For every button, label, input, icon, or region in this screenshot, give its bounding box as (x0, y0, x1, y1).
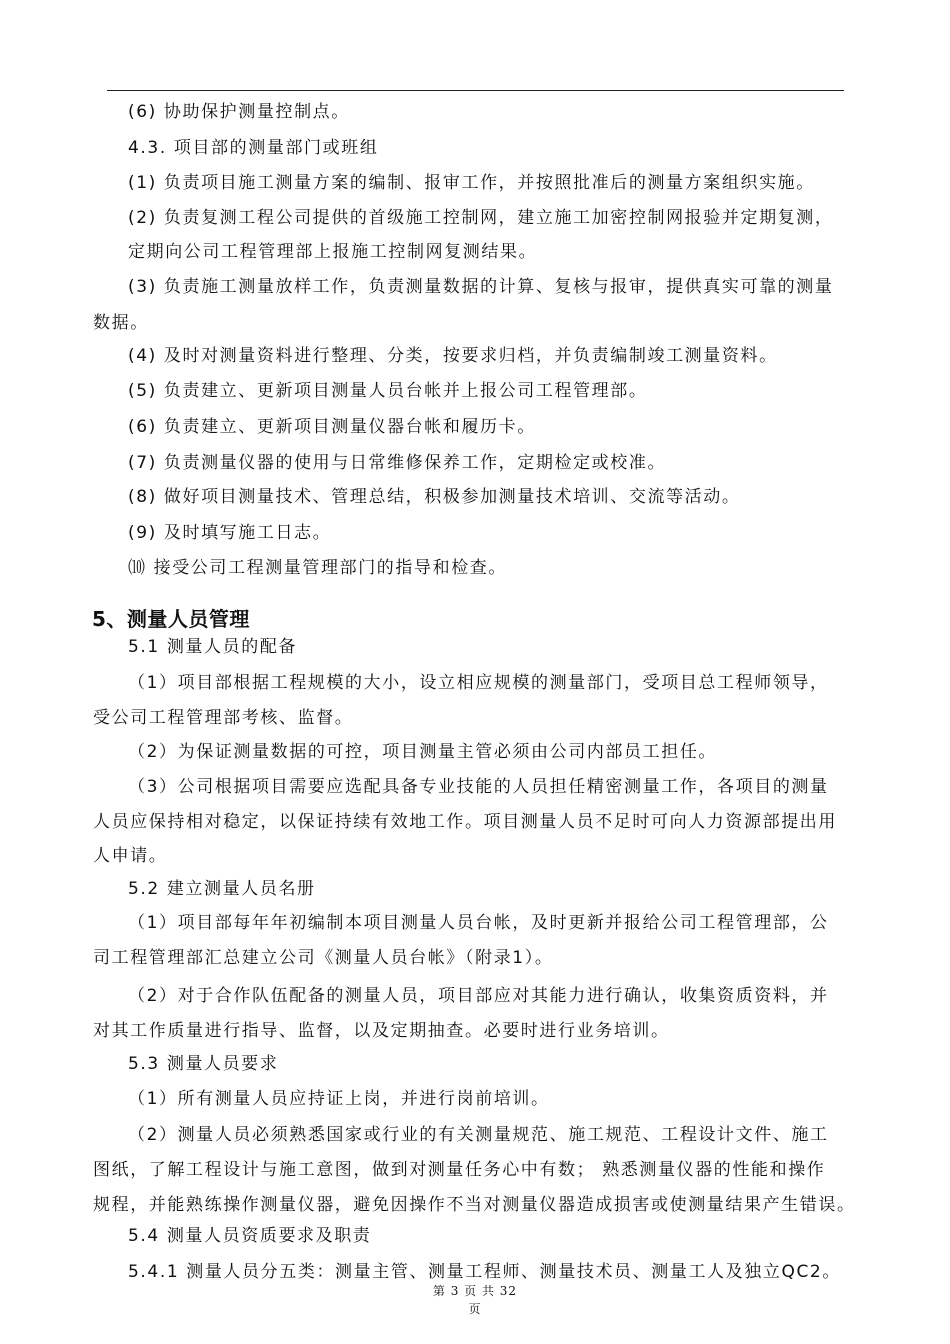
subsection-title: 4.3. 项目部的测量部门或班组 (128, 138, 379, 158)
header-rule (107, 90, 844, 91)
text-line: 数据。 (93, 313, 149, 333)
text-line: 司工程管理部汇总建立公司《测量人员台帐》（附录1）。 (93, 948, 554, 968)
text-line: （2）对于合作队伍配备的测量人员，项目部应对其能力进行确认，收集资质资料，并 (128, 986, 829, 1006)
text-line: 受公司工程管理部考核、监督。 (93, 708, 354, 728)
text-line: （2）为保证测量数据的可控，项目测量主管必须由公司内部员工担任。 (128, 742, 718, 762)
text-line: (9) 及时填写施工日志。 (128, 523, 332, 543)
text-line: 图纸，了解工程设计与施工意图，做到对测量任务心中有数； 熟悉测量仪器的性能和操作 (93, 1160, 826, 1180)
text-line: (4) 及时对测量资料进行整理、分类，按要求归档，并负责编制竣工测量资料。 (128, 346, 778, 366)
text-line: (7) 负责测量仪器的使用与日常维修保养工作，定期检定或校准。 (128, 453, 667, 473)
subsection-title: 5.4 测量人员资质要求及职责 (128, 1226, 372, 1246)
subsection-title: 5.3 测量人员要求 (128, 1054, 279, 1074)
page-number: 第 3 页 共 32 (432, 1284, 518, 1298)
text-line: （1）所有测量人员应持证上岗，并进行岗前培训。 (128, 1089, 550, 1109)
text-line: 5.4.1 测量人员分五类：测量主管、测量工程师、测量技术员、测量工人及独立QC2。 (128, 1262, 841, 1282)
text-line: 对其工作质量进行指导、监督，以及定期抽查。必要时进行业务培训。 (93, 1021, 670, 1041)
text-line: (6) 负责建立、更新项目测量仪器台帐和履历卡。 (128, 417, 536, 437)
text-line: （2）测量人员必须熟悉国家或行业的有关测量规范、施工规范、工程设计文件、施工 (128, 1125, 829, 1145)
text-line: (6) 协助保护测量控制点。 (128, 102, 350, 122)
text-line: (2) 负责复测工程公司提供的首级施工控制网，建立施工加密控制网报验并定期复测， (128, 208, 834, 228)
text-line: (5) 负责建立、更新项目测量人员台帐并上报公司工程管理部。 (128, 381, 648, 401)
text-line: （3）公司根据项目需要应选配具备专业技能的人员担任精密测量工作，各项目的测量 (128, 777, 829, 797)
subsection-title: 5.1 测量人员的配备 (128, 637, 298, 657)
text-line: 定期向公司工程管理部上报施工控制网复测结果。 (128, 242, 538, 262)
text-line: ⑽ 接受公司工程测量管理部门的指导和检查。 (128, 558, 508, 578)
text-line: (8) 做好项目测量技术、管理总结，积极参加测量技术培训、交流等活动。 (128, 487, 741, 507)
text-line: 人员应保持相对稳定，以保证持续有效地工作。项目测量人员不足时可向人力资源部提出用 (93, 812, 837, 832)
text-line: (3) 负责施工测量放样工作，负责测量数据的计算、复核与报审，提供真实可靠的测量 (128, 277, 834, 297)
text-line: （1）项目部根据工程规模的大小，设立相应规模的测量部门，受项目总工程师领导， (128, 673, 829, 693)
text-line: （1）项目部每年年初编制本项目测量人员台帐，及时更新并报给公司工程管理部，公 (128, 913, 829, 933)
text-line: 规程，并能熟练操作测量仪器，避免因操作不当对测量仪器造成损害或使测量结果产生错误。 (93, 1195, 856, 1215)
text-line: 人申请。 (93, 846, 168, 866)
subsection-title: 5.2 建立测量人员名册 (128, 879, 316, 899)
section-heading: 5、测量人员管理 (92, 607, 250, 631)
page-number-suffix: 页 (468, 1302, 482, 1316)
text-line: (1) 负责项目施工测量方案的编制、报审工作，并按照批准后的测量方案组织实施。 (128, 173, 815, 193)
